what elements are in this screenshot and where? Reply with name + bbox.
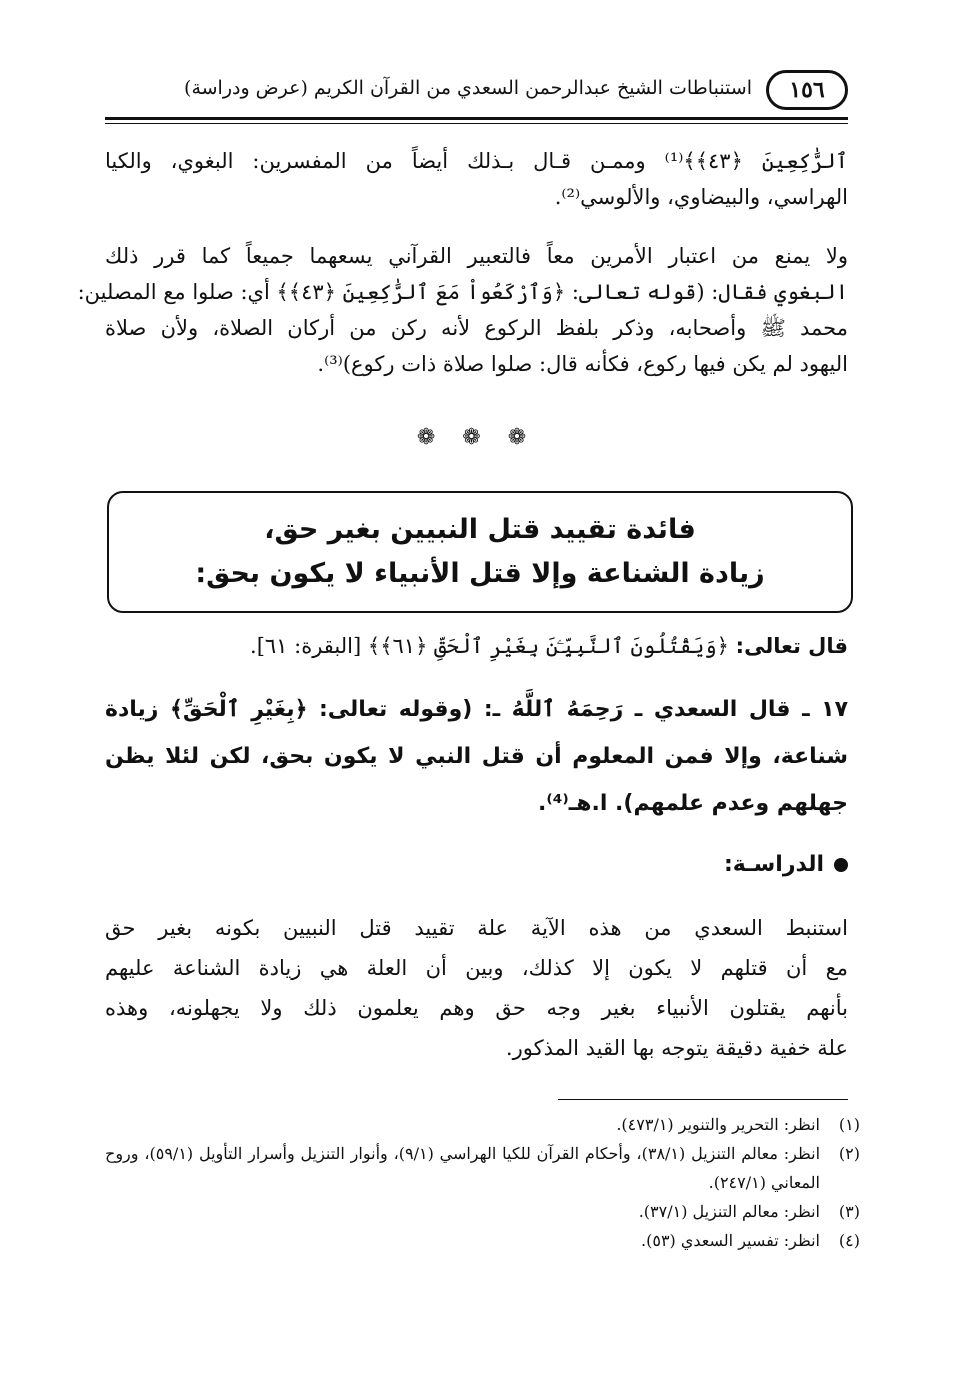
text-line: بأنهم يقتلون الأنبياء بغير وجه حق وهم يعلمون ذلك ولا يجهلونه، وهذه	[105, 996, 848, 1020]
running-header	[105, 66, 848, 114]
bullet-icon	[834, 858, 848, 872]
text-line: علة خفية دقيقة يتوجه بها القيد المذكور.	[505, 1036, 848, 1060]
text-line: ١٧ ـ قال السعدي ـ رَحِمَهُ ٱللَّهُ ـ: (وقوله تعالى: ﴿بِغَيْرِ ٱلْحَقِّ﴾ زيادة	[105, 697, 848, 722]
verse-lead: قال تعالى:	[735, 634, 848, 658]
text-line: ولا يمنع من اعتبار الأمرين معاً فالتعبير القرآني يسعهما جميعاً كما قرر ذلك	[105, 244, 848, 268]
footnote-number: (٤)	[838, 1231, 860, 1250]
page-number-badge: ١٥٦	[766, 70, 848, 110]
footnote-item	[105, 1197, 860, 1226]
text-line: استنبط السعدي من هذه الآية علة تقييد قتل النبيين بكونه بغير حق	[105, 916, 848, 940]
text-line: ٱلرَّٰكِعِينَ ﴿٤٣﴾﴾⁽¹⁾ وممـن قـال بـذلك أيضاً من المفسرين: البغوي، والكيا	[105, 149, 848, 173]
saadi-quote	[105, 686, 848, 827]
footnotes	[105, 1110, 860, 1255]
verse-line	[105, 628, 848, 664]
footnote-item	[105, 1139, 860, 1197]
footnote-item	[105, 1110, 860, 1139]
verse-text: ﴿وَيَقْتُلُونَ ٱلنَّبِيِّـۧنَ بِغَيْرِ ٱلْحَقِّ ﴿٦١﴾﴾	[367, 634, 729, 658]
footnote-number: (١)	[838, 1115, 860, 1134]
header-rule-thin	[105, 123, 848, 124]
text-line: الهراسي، والبيضاوي، والألوسي⁽²⁾.	[554, 185, 848, 209]
text-line: مع أن قتلهم لا يكون إلا كذلك، وبين أن العلة هي زيادة الشناعة عليهم	[105, 956, 848, 980]
footnote-text: انظر: تفسير السعدي (٥٣).	[641, 1231, 820, 1250]
paragraph-baghawi	[77, 238, 848, 382]
section-title-box	[107, 491, 853, 613]
paragraph-continuation	[105, 143, 848, 215]
footnote-number: (٢)	[838, 1144, 860, 1163]
study-heading-text: الدراسـة:	[723, 852, 824, 877]
footnote-rule	[558, 1099, 848, 1100]
text-line: شناعة، وإلا فمن المعلوم أن قتل النبي لا يكون بحق، لكن لئلا يظن	[105, 744, 848, 769]
running-title: استنباطات الشيخ عبدالرحمن السعدي من القرآن الكريم (عرض ودراسة)	[184, 77, 752, 99]
footnote-number: (٣)	[838, 1202, 860, 1221]
section-title-line: فائدة تقييد قتل النبيين بغير حق،	[264, 514, 696, 545]
study-paragraph	[105, 908, 848, 1068]
footnote-text: انظر: معالم التنزيل (٣٧/١).	[638, 1202, 820, 1221]
text-line: البغوي فقال: (قوله تعالى: ﴿وَٱرْكَعُواْ مَعَ ٱلرَّٰكِعِينَ ﴿٤٣﴾﴾ أي: صلوا مع المصلين:	[77, 280, 848, 304]
text-line: اليهود لم يكن فيها ركوع، فكأنه قال: صلوا صلاة ذات ركوع)⁽³⁾.	[317, 352, 848, 376]
header-rule-thick	[105, 117, 848, 120]
study-heading	[724, 852, 848, 877]
section-title-line: زيادة الشناعة وإلا قتل الأنبياء لا يكون بحق:	[195, 558, 765, 589]
text-line: محمد ﷺ وأصحابه، وذكر بلفظ الركوع لأنه ركن من أركان الصلاة، ولأن صلاة	[105, 316, 848, 340]
text-line: جهلهم وعدم علمهم). ا.هـ⁽⁴⁾.	[538, 791, 848, 816]
footnote-text: انظر: معالم التنزيل (٣٨/١)، وأحكام القرآن للكيا الهراسي (٩/١)، وأنوار التنزيل وأسرار التأويل (٥٩/١)، وروح المعاني (٢٤٧/١).	[105, 1144, 821, 1192]
section-separator: ❁ ❁ ❁	[416, 425, 537, 450]
verse-reference: [البقرة: ٦١].	[250, 634, 362, 658]
footnote-text: انظر: التحرير والتنوير (٤٧٣/١).	[616, 1115, 820, 1134]
footnote-item	[105, 1226, 860, 1255]
